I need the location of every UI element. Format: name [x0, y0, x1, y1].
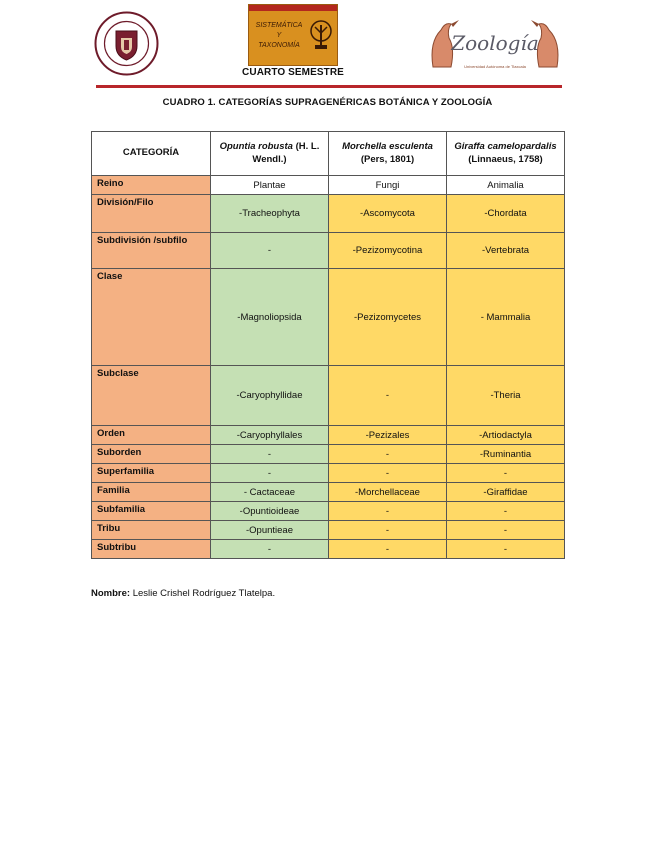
cell-opuntia: -Opuntioideae: [211, 502, 329, 521]
cell-morchella: -: [329, 445, 447, 464]
row-category: Suborden: [92, 445, 211, 464]
svg-text:SISTEMÁTICA: SISTEMÁTICA: [255, 22, 303, 29]
cell-giraffa: -Artiodactyla: [447, 426, 565, 445]
cell-morchella: -Pezizomycetes: [329, 269, 447, 366]
cell-morchella: -: [329, 502, 447, 521]
cell-opuntia: -: [211, 540, 329, 559]
row-category: División/Filo: [92, 195, 211, 233]
cell-giraffa: -Ruminantia: [447, 445, 565, 464]
cell-opuntia: -Magnoliopsida: [211, 269, 329, 366]
row-category: Subfamilia: [92, 502, 211, 521]
row-category: Subdivisión /subfilo: [92, 233, 211, 269]
cell-giraffa: -: [447, 502, 565, 521]
opuntia-name: Opuntia robusta: [219, 141, 293, 153]
cell-giraffa: -Chordata: [447, 195, 565, 233]
cell-giraffa: -Theria: [447, 366, 565, 426]
cell-morchella: -: [329, 464, 447, 483]
cell-opuntia: -: [211, 445, 329, 464]
header-giraffa: [447, 132, 565, 176]
row-category: Subclase: [92, 366, 211, 426]
row-category: Familia: [92, 483, 211, 502]
cell-giraffa: -: [447, 540, 565, 559]
table-row: [92, 540, 565, 559]
giraffa-name: Giraffa camelopardalis: [454, 141, 557, 153]
cell-morchella: -Ascomycota: [329, 195, 447, 233]
cell-opuntia: -Tracheophyta: [211, 195, 329, 233]
table-row: [92, 445, 565, 464]
cell-giraffa: -Vertebrata: [447, 233, 565, 269]
table-row: [92, 426, 565, 445]
taxonomy-table: [91, 131, 565, 559]
header-morchella: [329, 132, 447, 176]
author-line: [91, 588, 275, 599]
cell-opuntia: -: [211, 233, 329, 269]
table-header-row: [92, 132, 565, 176]
zoologia-logo: [425, 12, 565, 74]
table-row: [92, 521, 565, 540]
cell-morchella: -Morchellaceae: [329, 483, 447, 502]
table-row: [92, 464, 565, 483]
svg-text:Y: Y: [276, 32, 282, 39]
table-row: [92, 502, 565, 521]
cell-morchella: Fungi: [329, 176, 447, 195]
row-category: Tribu: [92, 521, 211, 540]
cell-morchella: -Pezizales: [329, 426, 447, 445]
table-row: [92, 483, 565, 502]
row-category: Reino: [92, 176, 211, 195]
cell-opuntia: - Cactaceae: [211, 483, 329, 502]
table-row: [92, 176, 565, 195]
cell-giraffa: -Giraffidae: [447, 483, 565, 502]
table-row: [92, 233, 565, 269]
cell-giraffa: Animalia: [447, 176, 565, 195]
cell-giraffa: -: [447, 464, 565, 483]
cell-morchella: -: [329, 540, 447, 559]
morchella-name: Morchella esculenta: [342, 141, 433, 153]
table-row: [92, 269, 565, 366]
row-category: Subtribu: [92, 540, 211, 559]
author-label: Nombre:: [91, 588, 131, 599]
cell-opuntia: -Caryophyllales: [211, 426, 329, 445]
giraffa-author: (Linnaeus, 1758): [468, 153, 543, 165]
table-caption: CUADRO 1. CATEGORÍAS SUPRAGENÉRICAS BOTÁNICA Y ZOOLOGÍA: [162, 97, 493, 108]
svg-text:Universidad Autónoma de Tlaxca: Universidad Autónoma de Tlaxcala: [464, 64, 526, 69]
sistematica-taxonomia-logo: [248, 4, 338, 66]
cell-opuntia: -Caryophyllidae: [211, 366, 329, 426]
university-seal-logo: [94, 11, 159, 76]
cell-morchella: -: [329, 521, 447, 540]
cell-morchella: -Pezizomycotina: [329, 233, 447, 269]
table-row: [92, 195, 565, 233]
header-divider: [96, 85, 562, 88]
morchella-author: (Pers, 1801): [360, 153, 415, 165]
row-category: Clase: [92, 269, 211, 366]
semester-label: CUARTO SEMESTRE: [242, 67, 344, 78]
table-row: [92, 366, 565, 426]
cell-giraffa: -: [447, 521, 565, 540]
opuntia-author: (H. L. Wendl.): [252, 141, 320, 165]
header-category: CATEGORÍA: [92, 132, 211, 176]
svg-text:Zoología: Zoología: [451, 31, 539, 55]
cell-morchella: -: [329, 366, 447, 426]
cell-giraffa: - Mammalia: [447, 269, 565, 366]
author-name: Leslie Crishel Rodríguez Tlatelpa.: [132, 588, 276, 599]
cell-opuntia: -: [211, 464, 329, 483]
row-category: Orden: [92, 426, 211, 445]
header-opuntia: [211, 132, 329, 176]
cell-opuntia: -Opuntieae: [211, 521, 329, 540]
row-category: Superfamilia: [92, 464, 211, 483]
svg-text:TAXONOMÍA: TAXONOMÍA: [258, 42, 300, 49]
cell-opuntia: Plantae: [211, 176, 329, 195]
